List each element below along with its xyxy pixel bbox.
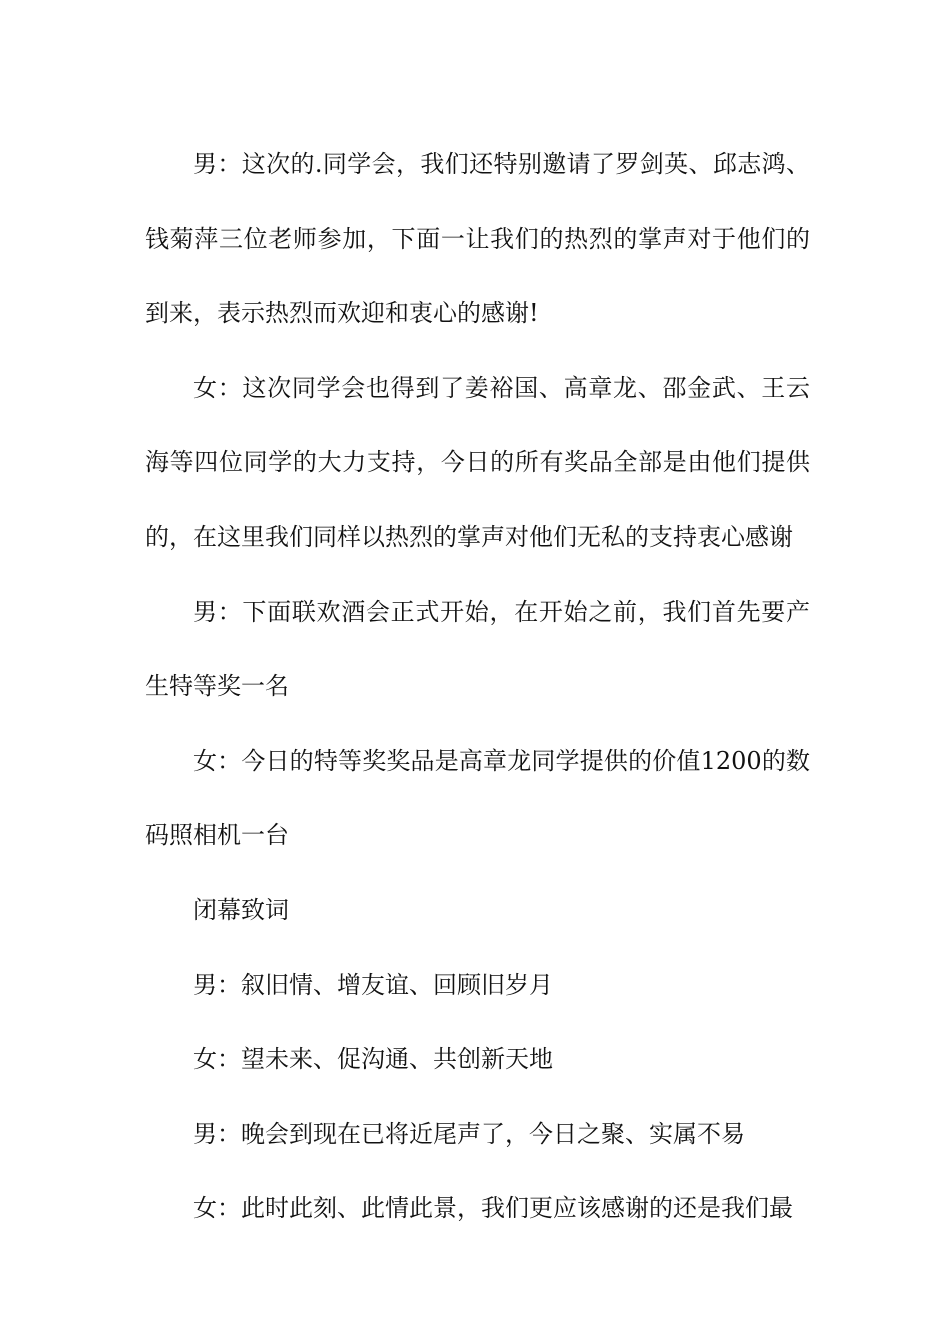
paragraph-banquet-start: 男：下面联欢酒会正式开始，在开始之前，我们首先要产生特等奖一名 [145,597,810,701]
document-body [145,127,810,1246]
paragraph-grand-prize: 女：今日的特等奖奖品是高章龙同学提供的价值1200的数码照相机一台 [145,746,810,850]
paragraph-female-line-1: 女：望未来、促沟通、共创新天地 [193,1045,553,1074]
paragraph-teacher-thanks: 男：这次的.同学会，我们还特别邀请了罗剑英、邱志鸿、钱菊萍三位老师参加，下面一让我们的热烈的掌声对于他们的到来，表示热烈而欢迎和衷心的感谢! [145,150,810,328]
paragraph-male-line-1: 男：叙旧情、增友谊、回顾旧岁月 [193,970,553,999]
paragraph-female-line-2: 女：此时此刻、此情此景，我们更应该感谢的还是我们最 [193,1194,793,1223]
paragraph-sponsor-thanks: 女：这次同学会也得到了姜裕国、高章龙、邵金武、王云海等四位同学的大力支持，今日的所有奖品全部是由他们提供的，在这里我们同样以热烈的掌声对他们无私的支持衷心感谢 [145,373,810,551]
paragraph-male-line-2: 男：晚会到现在已将近尾声了，今日之聚、实属不易 [193,1119,745,1148]
section-heading-closing-speech: 闭幕致词 [193,895,289,924]
